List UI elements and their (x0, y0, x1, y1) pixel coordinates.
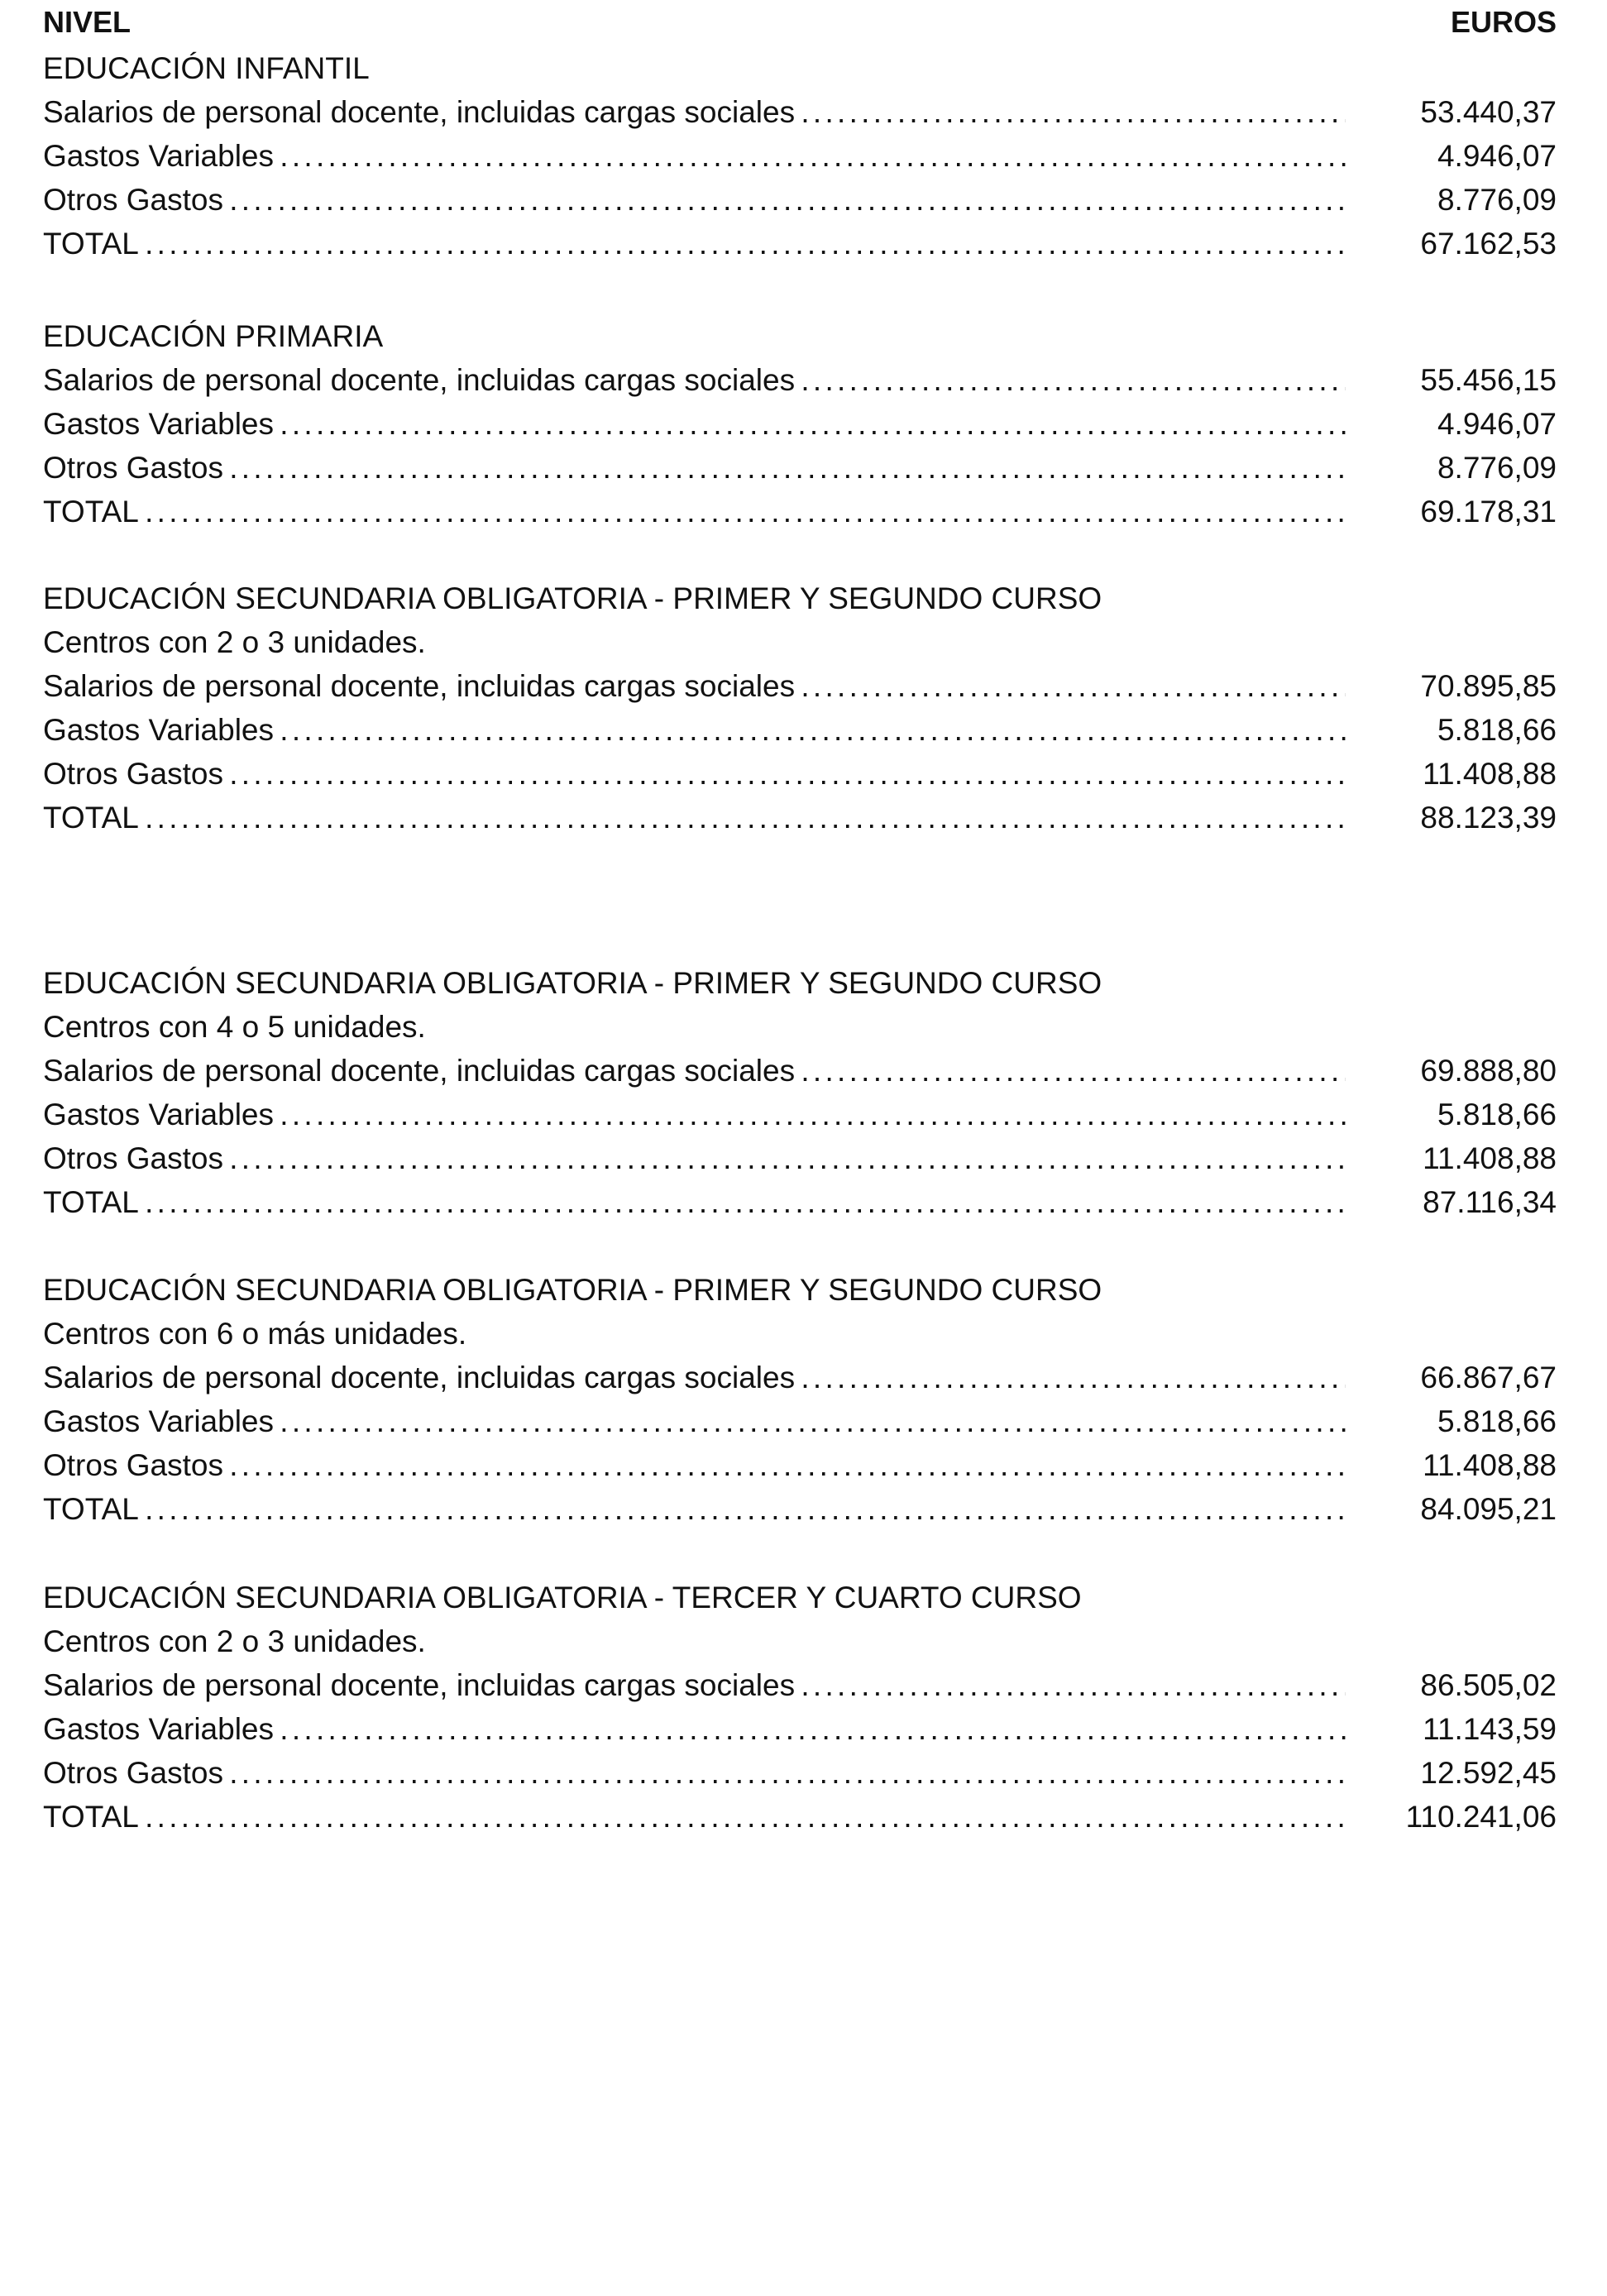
row-label: Otros Gastos . . . (43, 178, 1346, 222)
table-row (43, 1093, 1557, 1136)
section-subtitle: Centros con 2 o 3 unidades. (43, 625, 426, 659)
row-value: 66.867,67 (1420, 1361, 1557, 1394)
table-row (43, 708, 1557, 752)
column-header-euros: EUROS (1450, 5, 1557, 39)
section-title: EDUCACIÓN SECUNDARIA OBLIGATORIA - PRIMER Y SEGUNDO CURSO (43, 966, 1102, 1000)
row-label: Salarios de personal docente, incluidas cargas sociales . . . (43, 1663, 1346, 1707)
table-row (43, 1751, 1557, 1795)
table-row (43, 1663, 1557, 1707)
row-value: 11.408,88 (1423, 757, 1557, 791)
table-row-total (43, 490, 1557, 533)
section-eso-3-4-units-2-3 (43, 1576, 1557, 1839)
section-title: EDUCACIÓN INFANTIL (43, 51, 370, 85)
row-label: Otros Gastos . . . (43, 1443, 1346, 1487)
row-label: Otros Gastos . . . (43, 446, 1346, 490)
row-value: 12.592,45 (1420, 1756, 1557, 1790)
row-label: Salarios de personal docente, incluidas cargas sociales . . . (43, 358, 1346, 402)
section-title: EDUCACIÓN SECUNDARIA OBLIGATORIA - PRIMER Y SEGUNDO CURSO (43, 581, 1102, 615)
row-label: Otros Gastos . . . (43, 752, 1346, 796)
section-subtitle: Centros con 2 o 3 unidades. (43, 1624, 426, 1658)
table-row (43, 446, 1557, 490)
section-eso-1-2-units-6-plus (43, 1268, 1557, 1531)
table-row (43, 134, 1557, 178)
row-value: 4.946,07 (1437, 407, 1557, 441)
row-value: 5.818,66 (1437, 1404, 1557, 1438)
row-label: Otros Gastos . . . (43, 1751, 1346, 1795)
section-educacion-primaria (43, 314, 1557, 533)
table-row-total (43, 1180, 1557, 1224)
row-label: Otros Gastos . . . (43, 1136, 1346, 1180)
table-row (43, 1049, 1557, 1093)
section-title: EDUCACIÓN SECUNDARIA OBLIGATORIA - PRIMER Y SEGUNDO CURSO (43, 1273, 1102, 1307)
table-row (43, 664, 1557, 708)
row-label: Gastos Variables . . . (43, 708, 1346, 752)
row-value: 11.408,88 (1423, 1448, 1557, 1482)
row-value: 88.123,39 (1420, 801, 1557, 835)
row-value: 110.241,06 (1405, 1800, 1557, 1834)
table-row (43, 1136, 1557, 1180)
row-label: TOTAL . . . (43, 1487, 1346, 1531)
table-row (43, 178, 1557, 222)
document-page (43, 0, 1557, 2296)
row-label: Gastos Variables . . . (43, 1399, 1346, 1443)
section-eso-1-2-units-4-5 (43, 961, 1557, 1224)
row-label: TOTAL . . . (43, 222, 1346, 265)
table-row-total (43, 1795, 1557, 1839)
column-header-nivel: NIVEL (43, 5, 132, 39)
row-label: TOTAL . . . (43, 796, 1346, 839)
row-value: 11.143,59 (1423, 1712, 1557, 1746)
row-value: 69.178,31 (1420, 495, 1557, 529)
table-header (43, 5, 1557, 41)
table-row-total (43, 222, 1557, 265)
row-label: TOTAL . . . (43, 1795, 1346, 1839)
table-row (43, 1356, 1557, 1399)
row-value: 69.888,80 (1420, 1054, 1557, 1088)
table-row (43, 1443, 1557, 1487)
table-row (43, 1399, 1557, 1443)
row-value: 67.162,53 (1420, 227, 1557, 261)
row-value: 84.095,21 (1420, 1492, 1557, 1526)
section-title: EDUCACIÓN SECUNDARIA OBLIGATORIA - TERCER Y CUARTO CURSO (43, 1581, 1082, 1614)
row-value: 4.946,07 (1437, 139, 1557, 173)
section-educacion-infantil (43, 46, 1557, 265)
row-value: 70.895,85 (1420, 669, 1557, 703)
row-value: 5.818,66 (1437, 1098, 1557, 1131)
section-eso-1-2-units-2-3 (43, 576, 1557, 839)
row-value: 11.408,88 (1423, 1141, 1557, 1175)
row-value: 86.505,02 (1420, 1668, 1557, 1702)
row-value: 8.776,09 (1437, 183, 1557, 217)
row-label: Gastos Variables . . . (43, 1093, 1346, 1136)
row-label: Gastos Variables . . . (43, 1707, 1346, 1751)
table-row-total (43, 796, 1557, 839)
section-subtitle: Centros con 4 o 5 unidades. (43, 1010, 426, 1044)
row-label: Salarios de personal docente, incluidas cargas sociales . . . (43, 1356, 1346, 1399)
row-value: 55.456,15 (1420, 363, 1557, 397)
table-row (43, 402, 1557, 446)
table-row (43, 752, 1557, 796)
section-subtitle: Centros con 6 o más unidades. (43, 1317, 467, 1351)
row-label: Salarios de personal docente, incluidas cargas sociales . . . (43, 90, 1346, 134)
table-row-total (43, 1487, 1557, 1531)
row-value: 5.818,66 (1437, 713, 1557, 747)
row-label: TOTAL . . . (43, 490, 1346, 533)
row-label: Salarios de personal docente, incluidas cargas sociales . . . (43, 1049, 1346, 1093)
row-label: TOTAL . . . (43, 1180, 1346, 1224)
table-row (43, 358, 1557, 402)
row-value: 8.776,09 (1437, 451, 1557, 485)
row-label: Gastos Variables . . . (43, 134, 1346, 178)
table-row (43, 90, 1557, 134)
table-row (43, 1707, 1557, 1751)
section-title: EDUCACIÓN PRIMARIA (43, 319, 384, 353)
row-label: Gastos Variables . . . (43, 402, 1346, 446)
row-value: 87.116,34 (1423, 1185, 1557, 1219)
row-label: Salarios de personal docente, incluidas cargas sociales . . . (43, 664, 1346, 708)
row-value: 53.440,37 (1420, 95, 1557, 129)
